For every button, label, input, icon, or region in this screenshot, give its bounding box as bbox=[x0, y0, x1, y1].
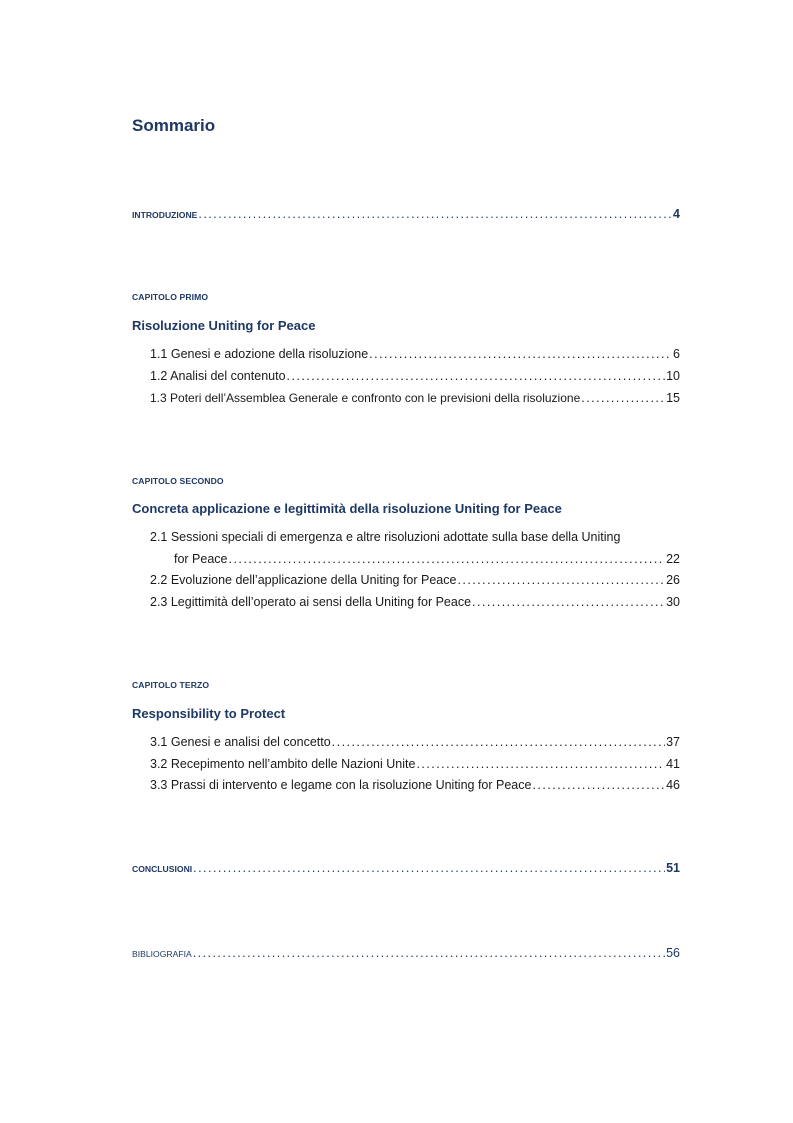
toc-label: 3.1 Genesi e analisi del concetto bbox=[150, 735, 331, 749]
chapter-label: CAPITOLO SECONDO bbox=[132, 476, 224, 486]
toc-item[interactable] bbox=[174, 551, 680, 567]
toc-page-number: 30 bbox=[666, 595, 680, 609]
toc-item[interactable] bbox=[150, 346, 680, 362]
toc-page-number: 56 bbox=[666, 946, 680, 960]
toc-label: for Peace bbox=[174, 552, 228, 566]
toc-leader bbox=[581, 390, 665, 406]
toc-leader bbox=[457, 572, 665, 588]
toc-bibliografia[interactable] bbox=[132, 945, 680, 962]
toc-leader bbox=[229, 551, 666, 567]
toc-leader bbox=[193, 945, 665, 961]
toc-introduzione[interactable] bbox=[132, 206, 680, 223]
toc-page-number: 51 bbox=[666, 861, 680, 875]
toc-page-number: 10 bbox=[666, 369, 680, 383]
toc-page-number: 41 bbox=[666, 757, 680, 771]
toc-leader bbox=[416, 756, 665, 772]
toc-label: 3.2 Recepimento nell’ambito delle Nazioni Unite bbox=[150, 757, 416, 771]
toc-page-number: 22 bbox=[666, 552, 680, 566]
toc-label: BIBLIOGRAFIA bbox=[132, 949, 192, 959]
chapter-label: CAPITOLO PRIMO bbox=[132, 292, 209, 302]
toc-leader bbox=[532, 777, 665, 793]
chapter-title[interactable]: Responsibility to Protect bbox=[132, 706, 286, 721]
toc-page-number: 15 bbox=[666, 391, 680, 405]
chapter-title[interactable]: Risoluzione Uniting for Peace bbox=[132, 318, 316, 333]
toc-item[interactable] bbox=[150, 734, 680, 750]
toc-leader bbox=[472, 594, 665, 610]
toc-item[interactable] bbox=[150, 368, 680, 384]
toc-item[interactable] bbox=[150, 777, 680, 793]
toc-page-number: 6 bbox=[673, 347, 680, 361]
toc-leader bbox=[193, 860, 665, 876]
chapter-label: CAPITOLO TERZO bbox=[132, 680, 210, 690]
toc-label: 3.3 Prassi di intervento e legame con la risoluzione Uniting for Peace bbox=[150, 778, 532, 792]
chapter-title[interactable]: Concreta applicazione e legittimità della risoluzione Uniting for Peace bbox=[132, 501, 562, 516]
toc-page-number: 37 bbox=[666, 735, 680, 749]
toc-item[interactable] bbox=[150, 390, 680, 406]
toc-leader bbox=[287, 368, 666, 384]
toc-leader bbox=[198, 206, 672, 222]
toc-label: 1.2 Analisi del contenuto bbox=[150, 369, 286, 383]
toc-page-number: 4 bbox=[673, 207, 680, 221]
toc-item-line[interactable]: 2.1 Sessioni speciali di emergenza e altre risoluzioni adottate sulla base della Uniting bbox=[150, 530, 621, 544]
toc-label: 1.1 Genesi e adozione della risoluzione bbox=[150, 347, 369, 361]
toc-label: 2.2 Evoluzione dell’applicazione della Uniting for Peace bbox=[150, 573, 457, 587]
toc-item[interactable] bbox=[150, 594, 680, 610]
toc-item[interactable] bbox=[150, 756, 680, 772]
toc-label: 2.3 Legittimità dell’operato ai sensi della Uniting for Peace bbox=[150, 595, 472, 609]
page-title: Sommario bbox=[132, 116, 216, 135]
toc-label: INTRODUZIONE bbox=[132, 210, 198, 220]
toc-item[interactable] bbox=[150, 572, 680, 588]
toc-page-number: 46 bbox=[666, 778, 680, 792]
toc-leader bbox=[369, 346, 672, 362]
toc-conclusioni[interactable] bbox=[132, 860, 680, 877]
toc-page-number: 26 bbox=[666, 573, 680, 587]
toc-label: CONCLUSIONI bbox=[132, 864, 193, 874]
toc-label: 1.3 Poteri dell’Assemblea Generale e confronto con le previsioni della risoluzione bbox=[150, 391, 581, 405]
toc-leader bbox=[332, 734, 665, 750]
